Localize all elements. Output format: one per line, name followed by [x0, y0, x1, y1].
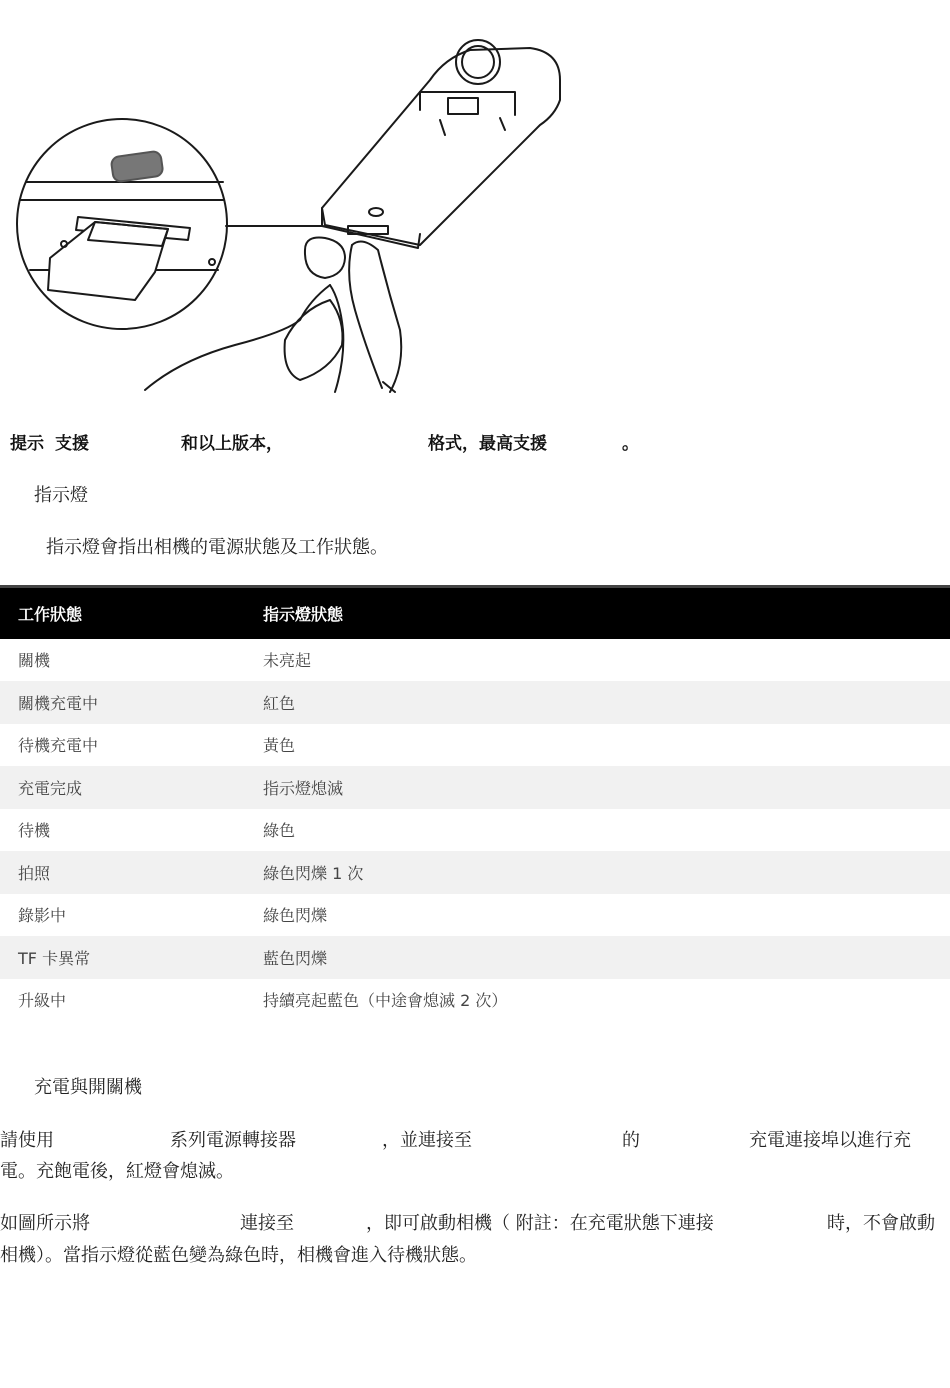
header-work-status: 工作狀態	[0, 587, 257, 639]
camera-body	[322, 40, 560, 248]
table-row	[0, 936, 950, 979]
tip-text-1: 支援	[55, 434, 89, 454]
table-row	[0, 894, 950, 937]
charging-p1-seg5: 充電連接埠以進行充	[749, 1130, 911, 1151]
table-row	[0, 639, 950, 682]
cell-work-status: 關機	[18, 651, 51, 671]
cell-indicator-status: 紅色	[263, 693, 296, 713]
charging-p1-seg6: 電。充飽電後，紅燈會熄滅。	[0, 1161, 234, 1182]
cell-work-status: 拍照	[18, 863, 51, 883]
cell-work-status: 升級中	[18, 991, 67, 1011]
table-row	[0, 979, 950, 1022]
cell-work-status: 關機充電中	[18, 693, 99, 713]
charging-p2-seg1: 如圖所示將	[0, 1213, 90, 1234]
table-row	[0, 681, 950, 724]
cell-work-status: 待機充電中	[18, 736, 99, 756]
charging-p1-seg3: ，並連接至	[382, 1130, 472, 1151]
indicator-intro: 指示燈會指出相機的電源狀態及工作狀態。	[46, 537, 388, 558]
charging-p1-seg4: 的	[622, 1130, 640, 1151]
charging-p1-seg1: 請使用	[0, 1130, 54, 1151]
cell-work-status: TF 卡異常	[18, 948, 91, 968]
charging-p1-seg2: 系列電源轉接器	[170, 1130, 296, 1151]
cell-work-status: 充電完成	[18, 778, 83, 798]
cell-indicator-status: 持續亮起藍色（中途會熄滅 2 次）	[263, 991, 508, 1011]
cell-indicator-status: 綠色閃爍	[263, 906, 328, 926]
charging-p2-seg2: 連接至	[240, 1213, 294, 1234]
cell-work-status: 錄影中	[18, 906, 67, 926]
cell-indicator-status: 藍色閃爍	[263, 948, 328, 968]
charging-p2-seg5: 相機）。當指示燈從藍色變為綠色時，相機會進入待機狀態。	[0, 1245, 477, 1266]
table-header-row	[0, 587, 950, 639]
tip-text-2: 和以上版本，	[181, 434, 283, 454]
cell-indicator-status: 指示燈熄滅	[263, 778, 344, 798]
indicator-status-table	[0, 585, 950, 1021]
cell-indicator-status: 黃色	[263, 736, 296, 756]
cell-indicator-status: 未亮起	[263, 651, 312, 671]
table-row	[0, 851, 950, 894]
tip-text-3: 格式，最高支援	[428, 434, 547, 454]
table-row	[0, 724, 950, 767]
table-row	[0, 766, 950, 809]
charging-p2-seg4: 時，不會啟動	[827, 1213, 935, 1234]
tf-card-insertion-illustration	[0, 0, 950, 400]
cell-indicator-status: 綠色	[263, 821, 296, 841]
hand	[145, 238, 401, 393]
magnified-slot-detail	[17, 119, 227, 329]
cell-work-status: 待機	[18, 821, 51, 841]
indicator-heading: 指示燈	[34, 485, 88, 506]
charging-heading: 充電與開關機	[34, 1077, 142, 1098]
cell-indicator-status: 綠色閃爍 1 次	[263, 863, 364, 883]
tip-label: 提示	[10, 434, 44, 454]
tip-text-4: 。	[622, 434, 639, 454]
table-row	[0, 809, 950, 852]
charging-p2-seg3: ，即可啟動相機（ 附註：在充電狀態下連接	[366, 1213, 714, 1234]
header-indicator-status: 指示燈狀態	[257, 587, 950, 639]
